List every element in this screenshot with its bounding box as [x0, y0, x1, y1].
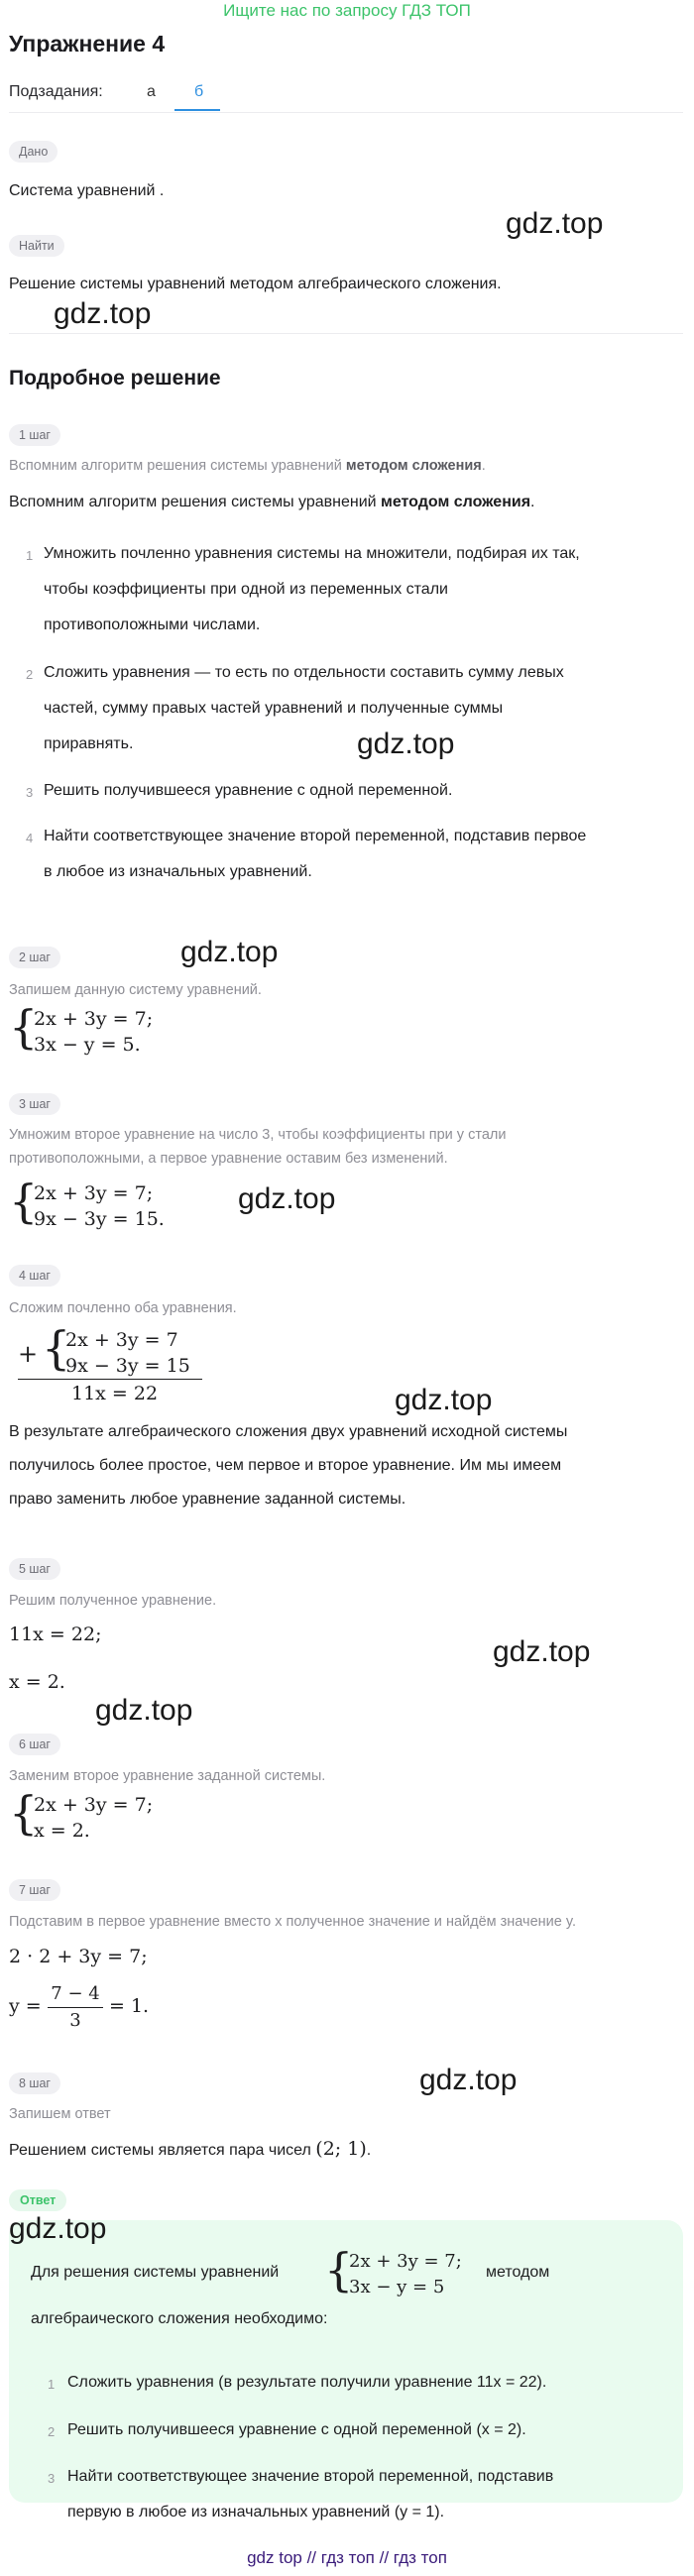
list-number: 3 — [48, 2471, 56, 2486]
step-3-hint: Умножим второе уравнение на число 3, чтобы коэффициенты при y стали противоположными, а первое уравнение оставим без изменений. — [9, 1127, 507, 1167]
step-1-pill: 1 шаг — [9, 424, 60, 446]
list-number: 3 — [26, 785, 34, 800]
step-4-hint: Сложим почленно оба уравнения. — [9, 1300, 237, 1316]
list-number: 2 — [48, 2424, 56, 2439]
list-item: Умножить почленно уравнения системы на множители, подбирая их так, чтобы коэффициенты при одной из переменных стали противоположными числами. — [44, 545, 580, 633]
step-2-pill: 2 шаг — [9, 947, 60, 968]
step-8-hint: Запишем ответ — [9, 2106, 111, 2122]
watermark: gdz.top — [95, 1694, 193, 1727]
solution-title: Подробное решение — [9, 367, 221, 390]
step-3-pill: 3 шаг — [9, 1093, 60, 1115]
list-number: 1 — [26, 548, 34, 563]
given-pill: Дано — [9, 141, 58, 163]
page-title: Упражнение 4 — [9, 31, 166, 56]
step-1-text: Вспомним алгоритм решения системы уравнений методом сложения. — [9, 494, 535, 510]
step-7-pill: 7 шаг — [9, 1879, 60, 1901]
promo-banner[interactable]: Ищите нас по запросу ГДЗ ТОП — [223, 1, 471, 20]
system-brace: { — [42, 1321, 71, 1375]
step-8-pill: 8 шаг — [9, 2072, 60, 2094]
fraction-numerator: 7 − 4 — [51, 1983, 100, 2004]
list-item: Решить получившееся уравнение с одной переменной. — [44, 782, 453, 799]
system-brace: { — [9, 1000, 39, 1054]
answer-intro-tail: методом — [486, 2264, 550, 2281]
watermark: gdz.top — [419, 2064, 518, 2096]
list-item: Решить получившееся уравнение с одной переменной (x = 2). — [67, 2421, 526, 2438]
system-brace: { — [9, 1175, 39, 1228]
subtasks-divider — [9, 112, 683, 113]
system-equations: 2x + 3y = 7 9x − 3y = 15 — [65, 1329, 190, 1377]
equation-right: = 1. — [109, 1995, 150, 2017]
subtasks-label: Подзадания: — [9, 83, 103, 100]
list-number: 2 — [26, 667, 34, 682]
watermark: gdz.top — [506, 207, 604, 240]
watermark: gdz.top — [9, 2212, 107, 2245]
answer-intro: Для решения системы уравнений — [31, 2264, 280, 2281]
find-text: Решение системы уравнений методом алгебраического сложения. — [9, 276, 502, 292]
list-item: Найти соответствующее значение второй переменной, подставив первое в любое из изначальных уравнений. — [44, 828, 587, 880]
step-5-hint: Решим полученное уравнение. — [9, 1593, 217, 1609]
system-equations: 2x + 3y = 7; 9x − 3y = 15. — [34, 1182, 165, 1230]
equation: 2 · 2 + 3y = 7; — [9, 1946, 148, 1967]
watermark: gdz.top — [238, 1182, 336, 1215]
step-6-hint: Заменим второе уравнение заданной системы. — [9, 1768, 326, 1784]
list-number: 1 — [48, 2377, 56, 2392]
system-equations: 2x + 3y = 7; x = 2. — [34, 1794, 154, 1842]
watermark: gdz.top — [180, 936, 279, 968]
equation: x = 2. — [9, 1671, 65, 1693]
fraction-bar — [48, 2007, 103, 2008]
step-1-hint: Вспомним алгоритм решения системы уравнений методом сложения. — [9, 458, 486, 474]
sum-equation: 11x = 22 — [71, 1383, 159, 1404]
system-equations: 2x + 3y = 7; 3x − y = 5 — [349, 2251, 462, 2297]
equation: 11x = 22; — [9, 1624, 102, 1645]
step-8-text: Решением системы является пара чисел (2; 1). — [9, 2138, 372, 2160]
step-2-hint: Запишем данную систему уравнений. — [9, 982, 262, 998]
watermark: gdz.top — [493, 1635, 591, 1668]
subtask-tab-a[interactable]: а — [147, 83, 156, 100]
step-7-hint: Подставим в первое уравнение вместо x полученное значение и найдём значение y. — [9, 1914, 577, 1930]
given-text: Система уравнений . — [9, 182, 165, 199]
sum-line — [18, 1379, 202, 1380]
plus-sign: + — [18, 1340, 39, 1368]
answer-pill: Ответ — [9, 2189, 66, 2211]
active-tab-indicator — [174, 109, 220, 111]
footer-links[interactable]: gdz top // гдз топ // гдз топ — [247, 2548, 447, 2567]
divider — [9, 333, 683, 334]
system-equations: 2x + 3y = 7; 3x − y = 5. — [34, 1008, 154, 1056]
system-brace: { — [9, 1786, 39, 1840]
watermark: gdz.top — [54, 297, 152, 330]
step-5-pill: 5 шаг — [9, 1558, 60, 1580]
step-4-pill: 4 шаг — [9, 1265, 60, 1287]
watermark: gdz.top — [395, 1384, 493, 1416]
step-4-text: В результате алгебраического сложения двух уравнений исходной системы получилось более простое, чем первое и второе уравнение. Им мы имеем право заменить любое уравнение заданной системы. — [9, 1423, 568, 1508]
subtask-tab-b[interactable]: б — [194, 83, 204, 100]
fraction-denominator: 3 — [69, 2010, 81, 2031]
list-number: 4 — [26, 831, 34, 845]
system-brace: { — [324, 2243, 354, 2296]
watermark: gdz.top — [357, 728, 455, 760]
equation-left: y = — [9, 1995, 42, 2017]
answer-intro-line2: алгебраического сложения необходимо: — [31, 2310, 328, 2327]
list-item: Сложить уравнения (в результате получили уравнение 11x = 22). — [67, 2374, 547, 2391]
find-pill: Найти — [9, 235, 64, 257]
list-item: Найти соответствующее значение второй переменной, подставив первую в любое из изначальных уравнений (y = 1). — [67, 2468, 554, 2520]
list-item: Сложить уравнения — то есть по отдельности составить сумму левых частей, сумму правых частей уравнений и полученные суммы приравнять. — [44, 664, 564, 752]
step-6-pill: 6 шаг — [9, 1734, 60, 1755]
